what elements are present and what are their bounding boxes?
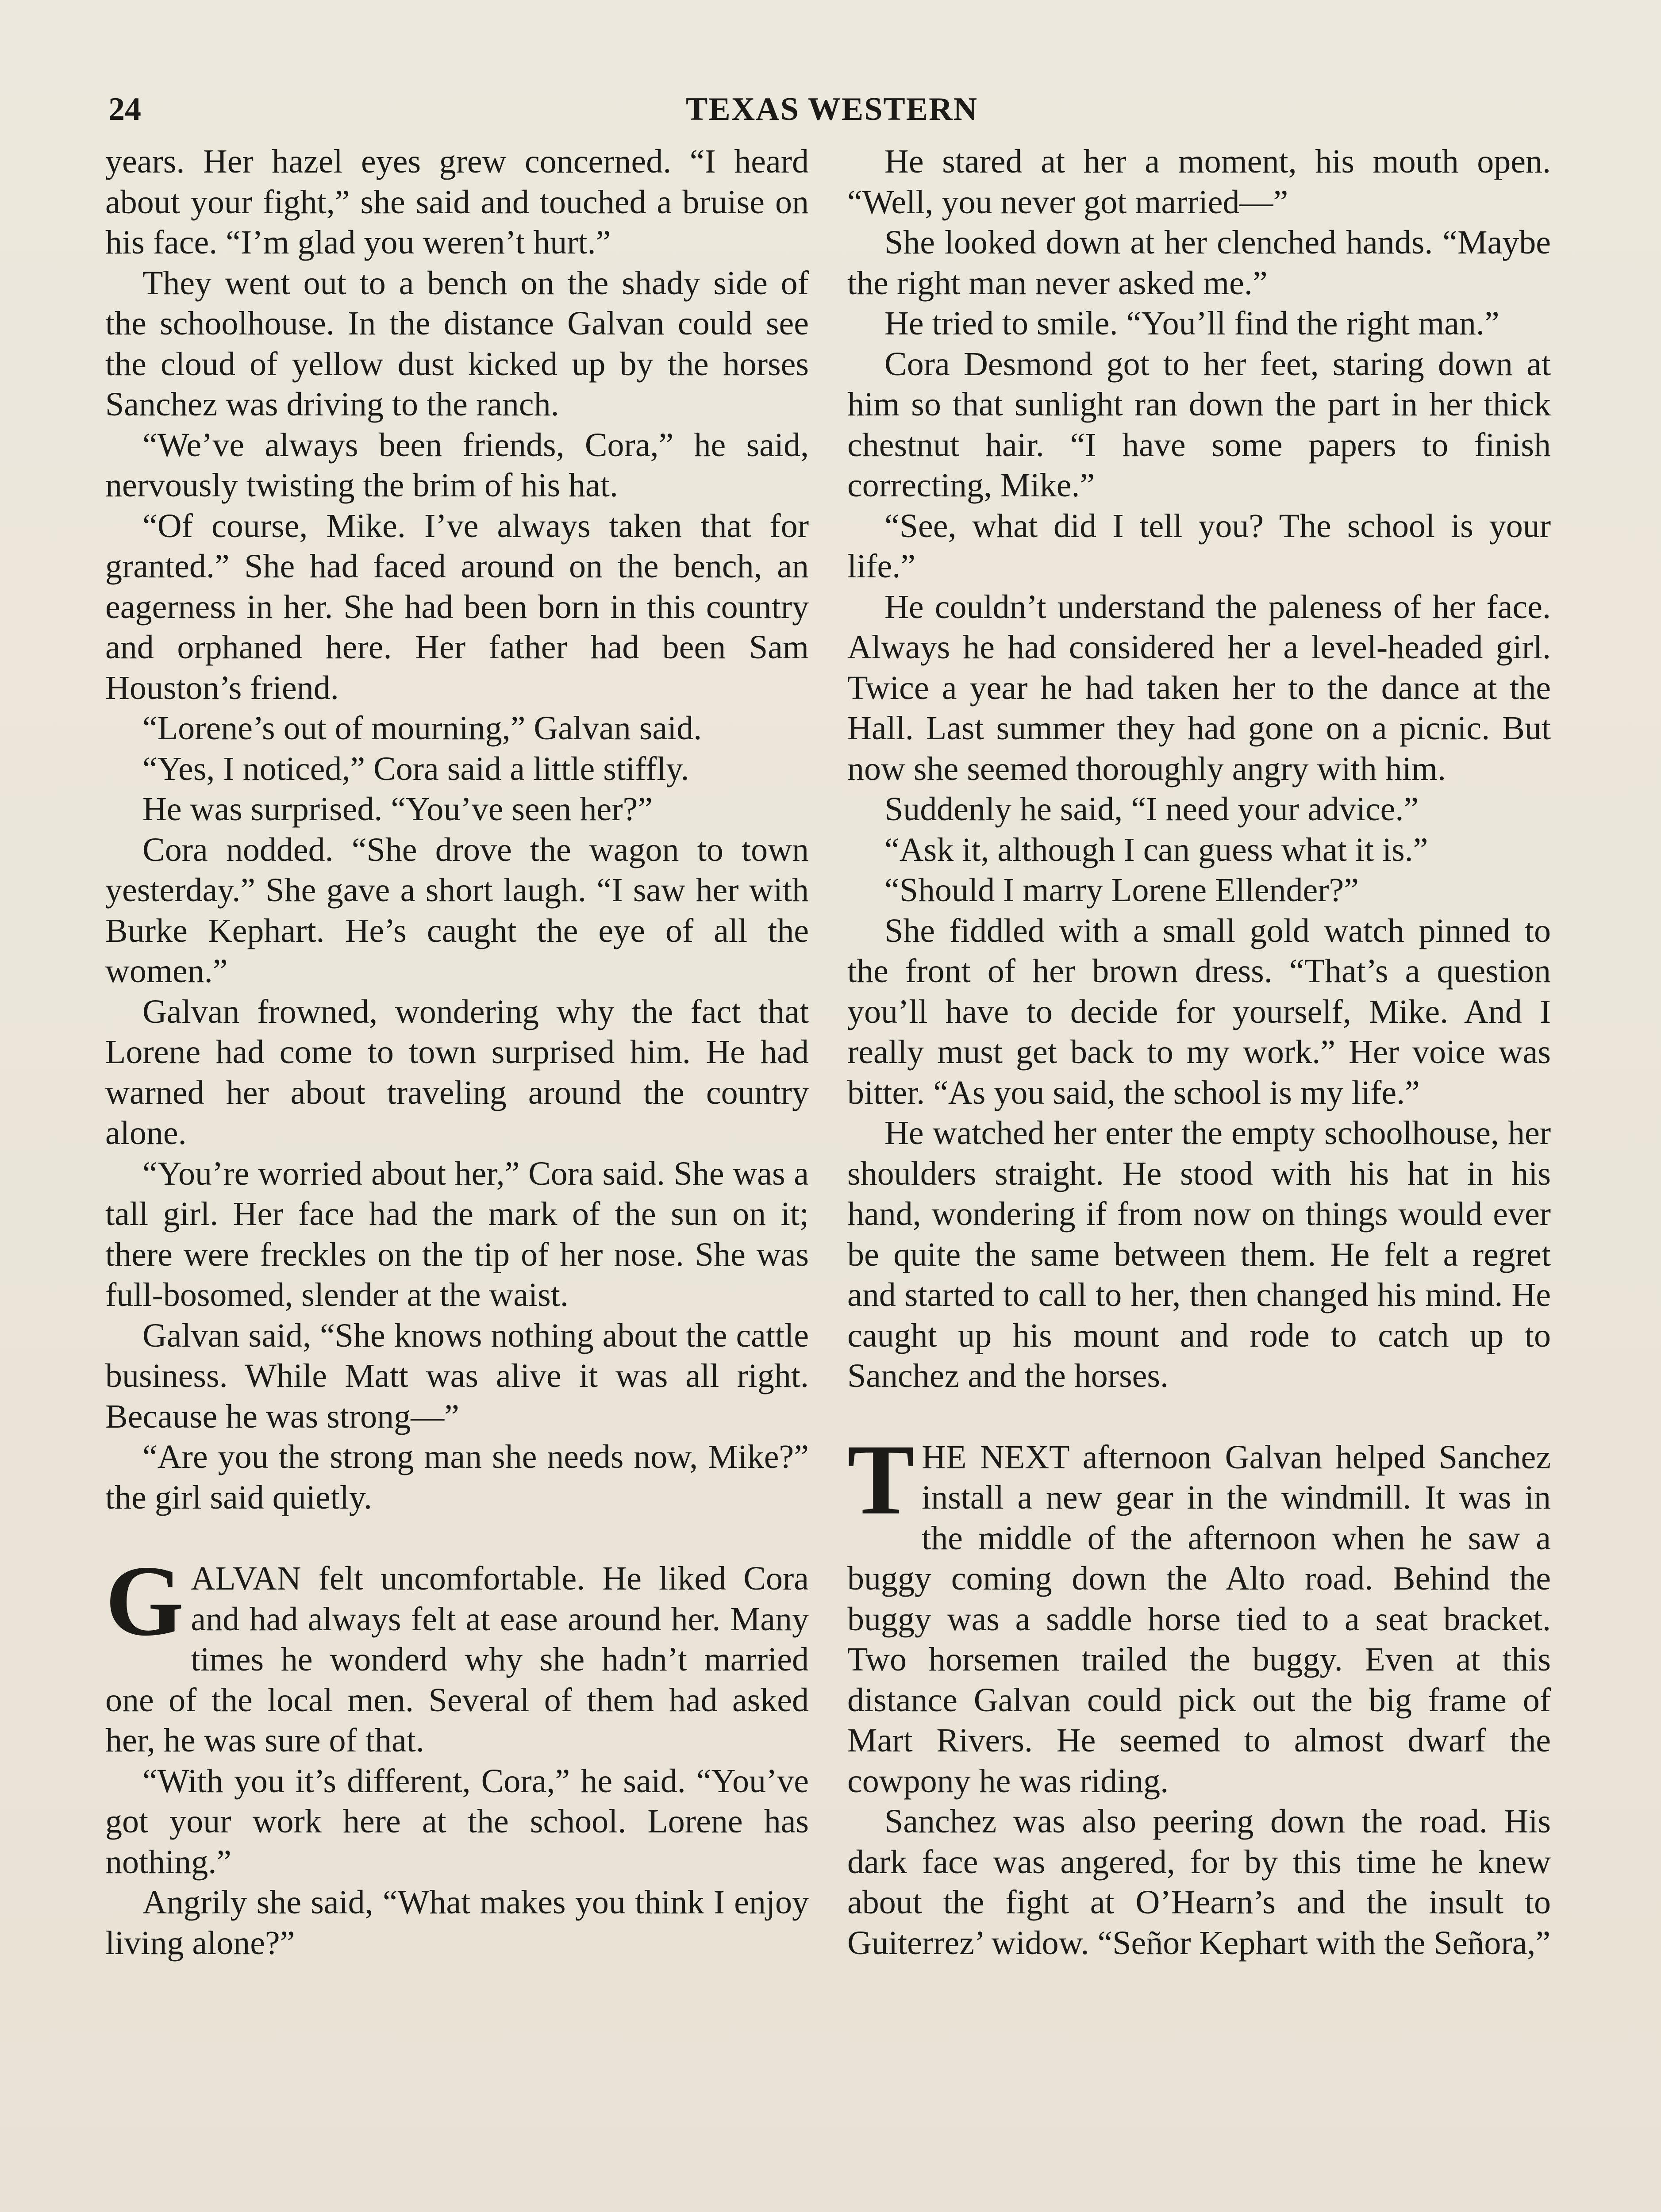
paragraph: “Ask it, although I can guess what it is.” [884,831,1428,868]
paragraph: He couldn’t understand the paleness of her face. Always he had considered her a level-headed girl. Twice a year he had taken her to the dance at the Hall. Last summer they had gone on a picnic. But now she seemed thoroughly angry with him. [847,588,1551,787]
paragraph: “We’ve always been friends, Cora,” he said, nervously twisting the brim of his hat. [105,426,809,504]
section-break [105,1518,809,1559]
right-column [847,142,1551,1963]
paragraph: He watched her enter the empty schoolhouse, her shoulders straight. He stood with his hat in his hand, wondering if from now on things would ever be quite the same between them. He felt a regret and started to call to her, then changed his mind. He caught up his mount and rode to catch up to Sanchez and the horses. [847,1114,1551,1394]
paragraph: Suddenly he said, “I need your advice.” [884,791,1419,828]
section-opening-paragraph [847,1424,1551,1802]
section-opening-paragraph [105,1545,809,1761]
paragraph: “Are you the strong man she needs now, Mike?” the girl said quietly. [105,1438,809,1516]
paragraph: Galvan said, “She knows nothing about the cattle business. While Matt was alive it was all right. Because he was strong—” [105,1317,809,1435]
paragraph: “Of course, Mike. I’ve always taken that for granted.” She had faced around on the bench, an eagerness in her. She had been born in this country and orphaned here. Her father had been Sam Houston’s friend. [105,507,809,707]
paragraph: He was surprised. “You’ve seen her?” [142,791,653,828]
paragraph: They went out to a bench on the shady side of the schoolhouse. In the distance Galvan could see the cloud of yellow dust kicked up by the horses Sanchez was driving to the ranch. [105,264,809,423]
paragraph: Galvan frowned, wondering why the fact that Lorene had come to town surprised him. He had warned her about traveling around the country alone. [105,993,809,1152]
paragraph: “Lorene’s out of mourning,” Galvan said. [142,710,702,747]
paragraph: “See, what did I tell you? The school is your life.” [847,507,1551,585]
lead-in: HE NEXT [922,1438,1069,1476]
lead-in: ALVAN [191,1560,301,1597]
paragraph: He tried to smile. “You’ll find the right man.” [884,305,1500,342]
paragraph: Sanchez was also peering down the road. His dark face was angered, for by this time he knew about the fight at O’Hearn’s and the insult to Guiterrez’ widow. “Señor Kephart with the Señora,” [847,1803,1551,1962]
paragraph: Cora Desmond got to her feet, staring down at him so that sunlight ran down the part in her thick chestnut hair. “I have some papers to finish correcting, Mike.” [847,345,1551,504]
paragraph-text: afternoon Galvan helped Sanchez install a new gear in the windmill. It was in the middle of the afternoon when he saw a buggy coming down the Alto road. Behind the buggy was a saddle horse tied to a seat bracket. Two horsemen trailed the buggy. Even at this distance Galvan could pick out the big frame of Mart Rivers. He seemed to almost dwarf the cowpony he was riding. [847,1438,1551,1800]
paragraph: “Yes, I noticed,” Cora said a little stiffly. [142,750,689,787]
page-header [102,91,1562,139]
paragraph: years. Her hazel eyes grew concerned. “I heard about your fight,” she said and touched a bruise on his face. “I’m glad you weren’t hurt.” [105,143,809,261]
page-number: 24 [108,91,141,127]
paragraph: “Should I marry Lorene Ellender?” [884,872,1359,909]
drop-cap: T [847,1424,915,1536]
paragraph: Angrily she said, “What makes you think I enjoy living alone?” [105,1884,809,1962]
drop-cap: G [105,1545,184,1657]
section-break [847,1397,1551,1437]
paragraph: Cora nodded. “She drove the wagon to town yesterday.” She gave a short laugh. “I saw her with Burke Kephart. He’s caught the eye of all the women.” [105,831,809,990]
paragraph-text: felt uncomfortable. He liked Cora and had always felt at ease around her. Many times he wonderd why she hadn’t married one of the local men. Several of them had asked her, he was sure of that. [105,1560,809,1759]
paragraph: “With you it’s different, Cora,” he said. “You’ve got your work here at the school. Lorene has nothing.” [105,1762,809,1881]
left-column [105,142,809,1963]
paragraph: He stared at her a moment, his mouth open. “Well, you never got married—” [847,143,1551,221]
running-head: TEXAS WESTERN [685,91,978,127]
paragraph: “You’re worried about her,” Cora said. She was a tall girl. Her face had the mark of the sun on it; there were freckles on the tip of her nose. She was full-bosomed, slender at the waist. [105,1155,809,1313]
paragraph: She looked down at her clenched hands. “Maybe the right man never asked me.” [847,224,1551,302]
paragraph: She fiddled with a small gold watch pinned to the front of her brown dress. “That’s a question you’ll have to decide for yourself, Mike. And I really must get back to my work.” Her voice was bitter. “As you said, the school is my life.” [847,912,1551,1111]
